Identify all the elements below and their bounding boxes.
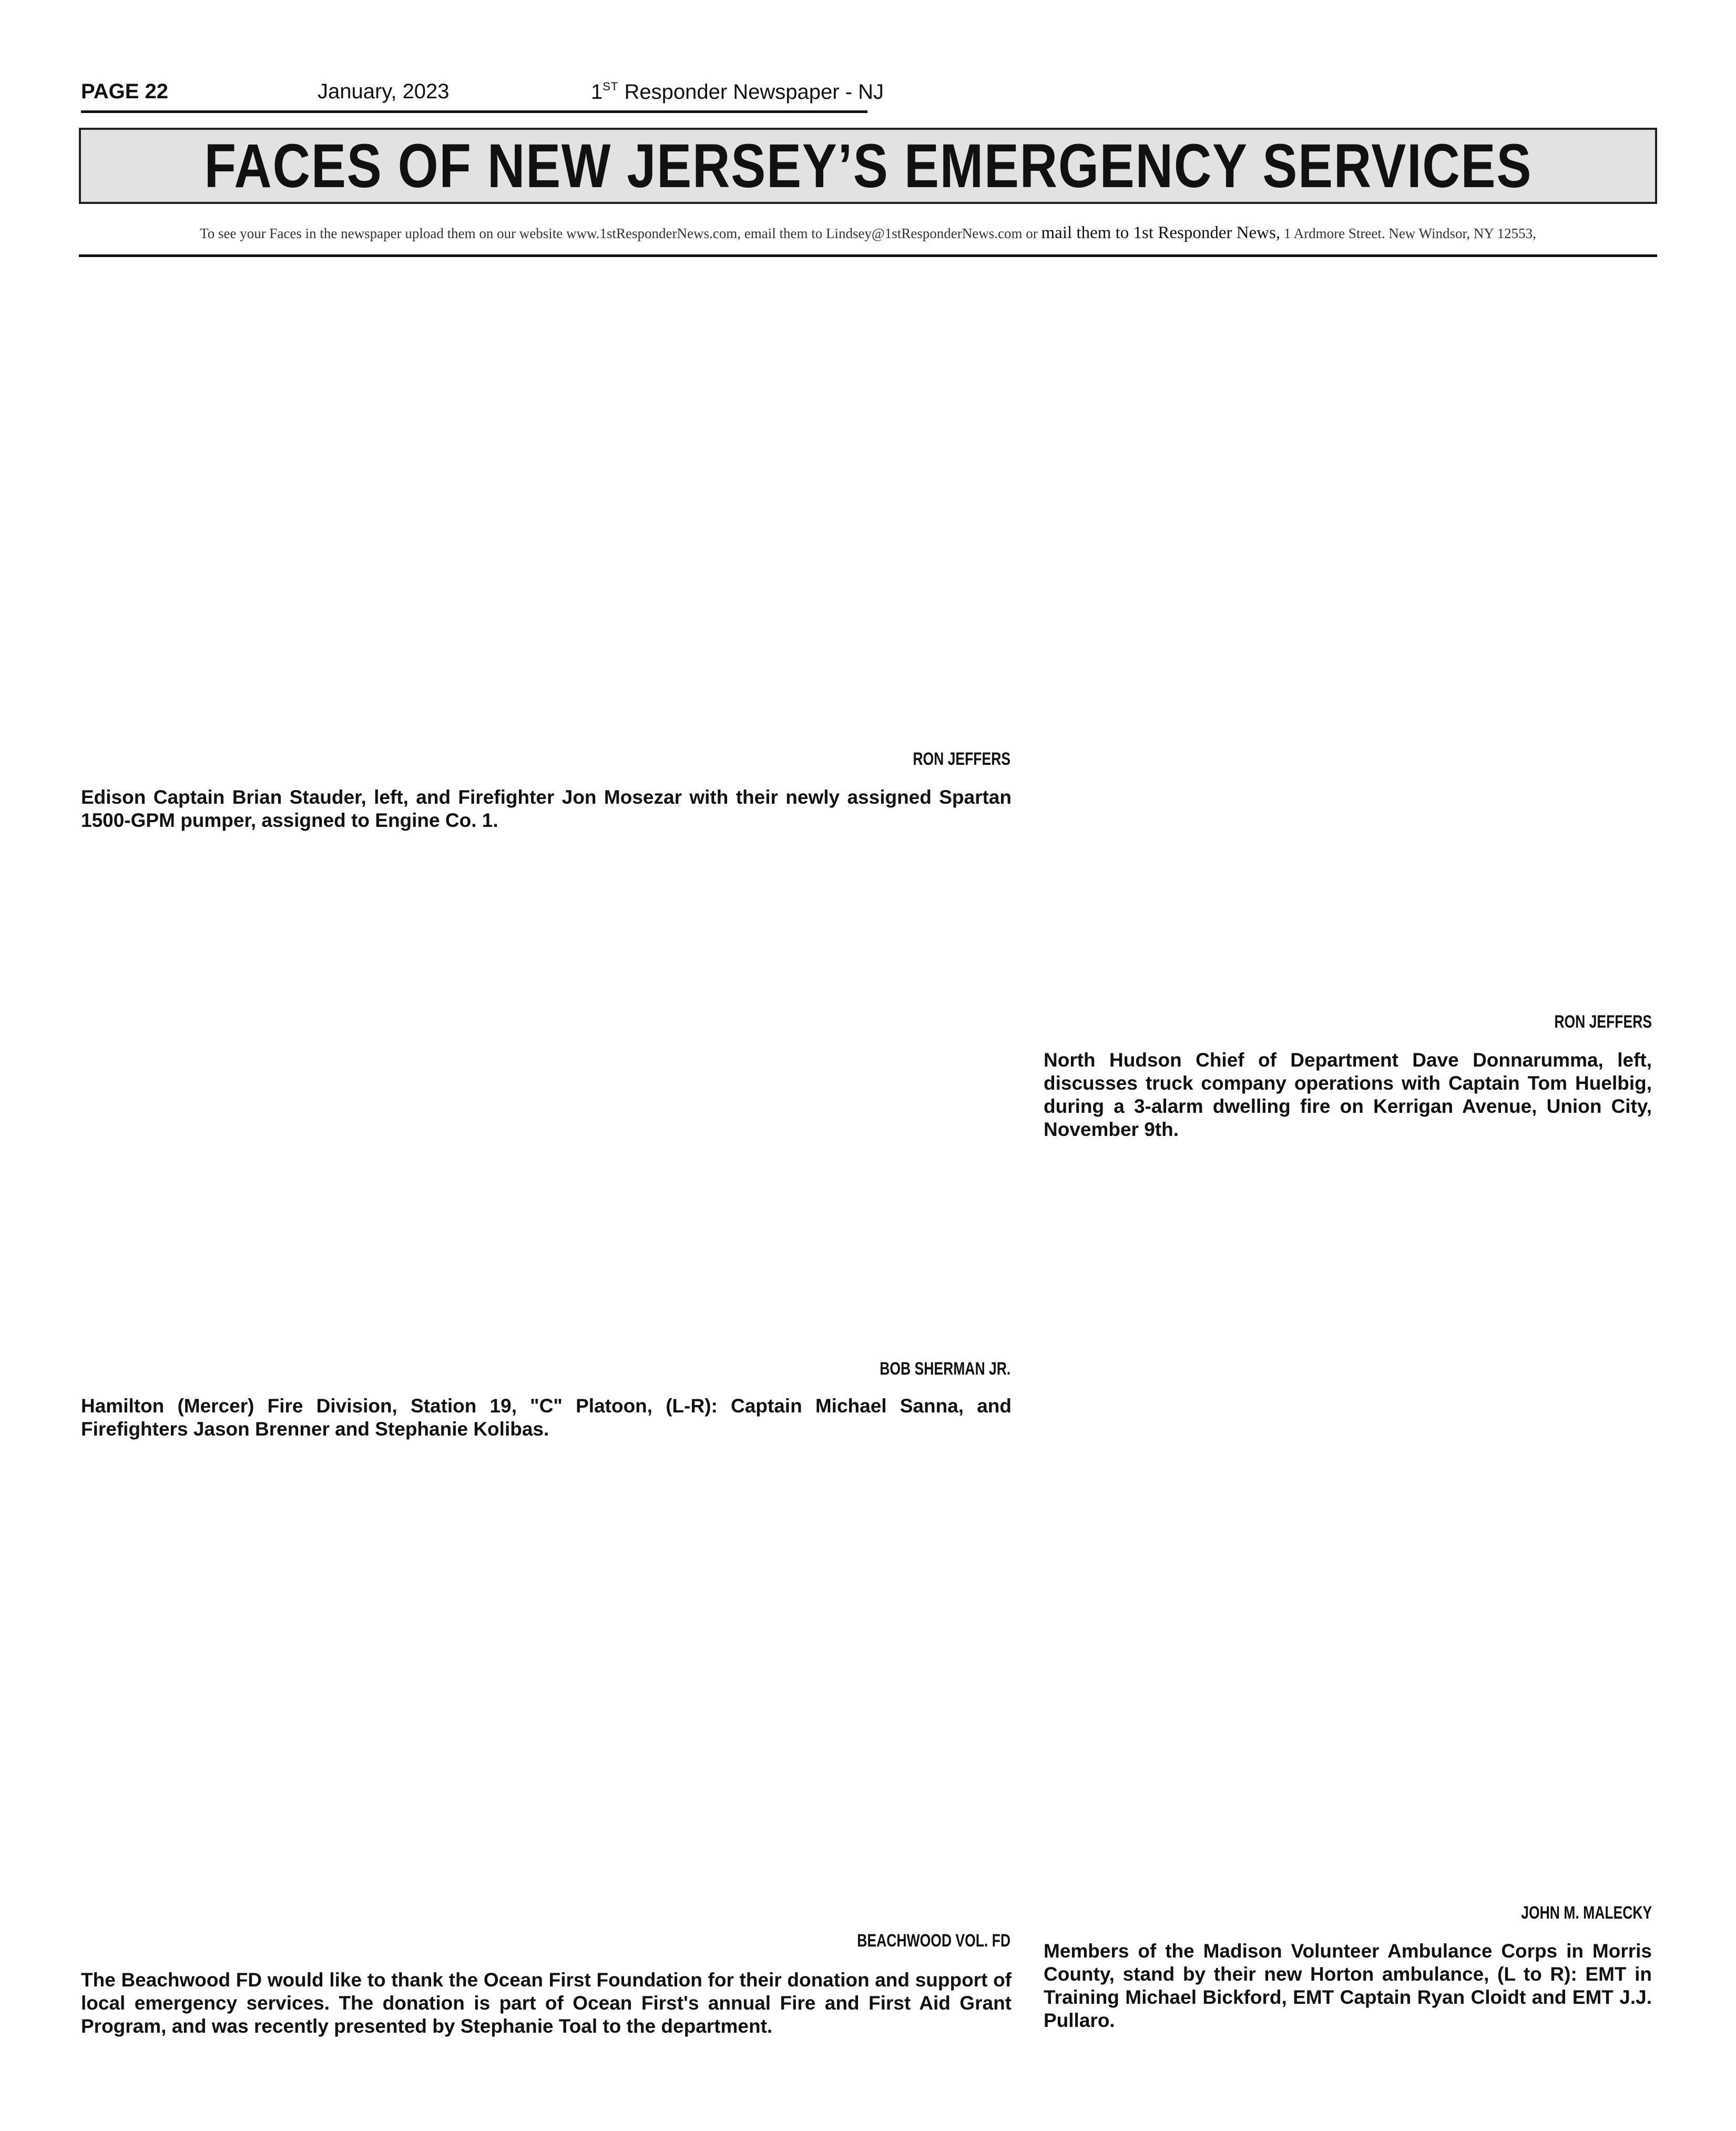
- caption-north-hudson: North Hudson Chief of Department Dave Donnarumma, left, discusses truck company operations with Captain Tom Huelbig, during a 3-alarm dwelling fire on Kerrigan Avenue, Union City, November 9th.: [1044, 1049, 1652, 1140]
- submission-note-part1: To see your Faces in the newspaper upload them on our website www.1stResponderNews.com, email them to Lindsey@1stResponderNews.com or: [200, 226, 1041, 241]
- photo-north-hudson: [1041, 268, 1652, 1004]
- photo-credit-hamilton: BOB SHERMAN JR.: [879, 1359, 1010, 1379]
- page-number: PAGE 22: [81, 80, 168, 103]
- photo-beachwood: [81, 1461, 1012, 1924]
- photo-edison: [81, 268, 1012, 746]
- submission-note: [79, 223, 1657, 243]
- section-title: FACES OF NEW JERSEY’S EMERGENCY SERVICES: [204, 131, 1532, 201]
- publication-prefix: 1: [591, 80, 603, 104]
- caption-madison: Members of the Madison Volunteer Ambulance Corps in Morris County, stand by their new Horton ambulance, (L to R): EMT in Training Michael Bickford, EMT Captain Ryan Cloidt and EMT J.J. Pullaro.: [1044, 1940, 1652, 2031]
- caption-hamilton: Hamilton (Mercer) Fire Division, Station 19, "C" Platoon, (L-R): Captain Michael Sanna, and Firefighters Jason Brenner and Stephanie Kolibas.: [81, 1395, 1012, 1440]
- issue-date: January, 2023: [318, 80, 450, 103]
- submission-note-part2: mail them to 1st Responder News,: [1041, 223, 1281, 242]
- caption-beachwood: The Beachwood FD would like to thank the Ocean First Foundation for their donation and support of local emergency services. The donation is part of Ocean First's annual Fire and First Aid Grant Program, and was recently presented by Stephanie Toal to the department.: [81, 1969, 1012, 2037]
- photo-credit-edison: RON JEFFERS: [913, 749, 1010, 769]
- photo-credit-beachwood: BEACHWOOD VOL. FD: [857, 1931, 1010, 1951]
- photo-credit-north-hudson: RON JEFFERS: [1554, 1012, 1652, 1032]
- section-banner: [79, 128, 1657, 204]
- publication-name: [591, 80, 884, 104]
- caption-edison: Edison Captain Brian Stauder, left, and Firefighter Jon Mosezar with their newly assigned Spartan 1500-GPM pumper, assigned to Engine Co. 1.: [81, 786, 1012, 831]
- photo-hamilton: [81, 852, 1012, 1351]
- publication-superscript: ST: [603, 80, 619, 93]
- submission-note-part3: 1 Ardmore Street. New Windsor, NY 12553,: [1280, 226, 1536, 241]
- publication-suffix: Responder Newspaper - NJ: [618, 80, 884, 104]
- photo-credit-madison: JOHN M. MALECKY: [1520, 1903, 1652, 1923]
- running-head: [81, 79, 884, 113]
- header-rule: [79, 254, 1657, 257]
- photo-madison: [1041, 1177, 1652, 1898]
